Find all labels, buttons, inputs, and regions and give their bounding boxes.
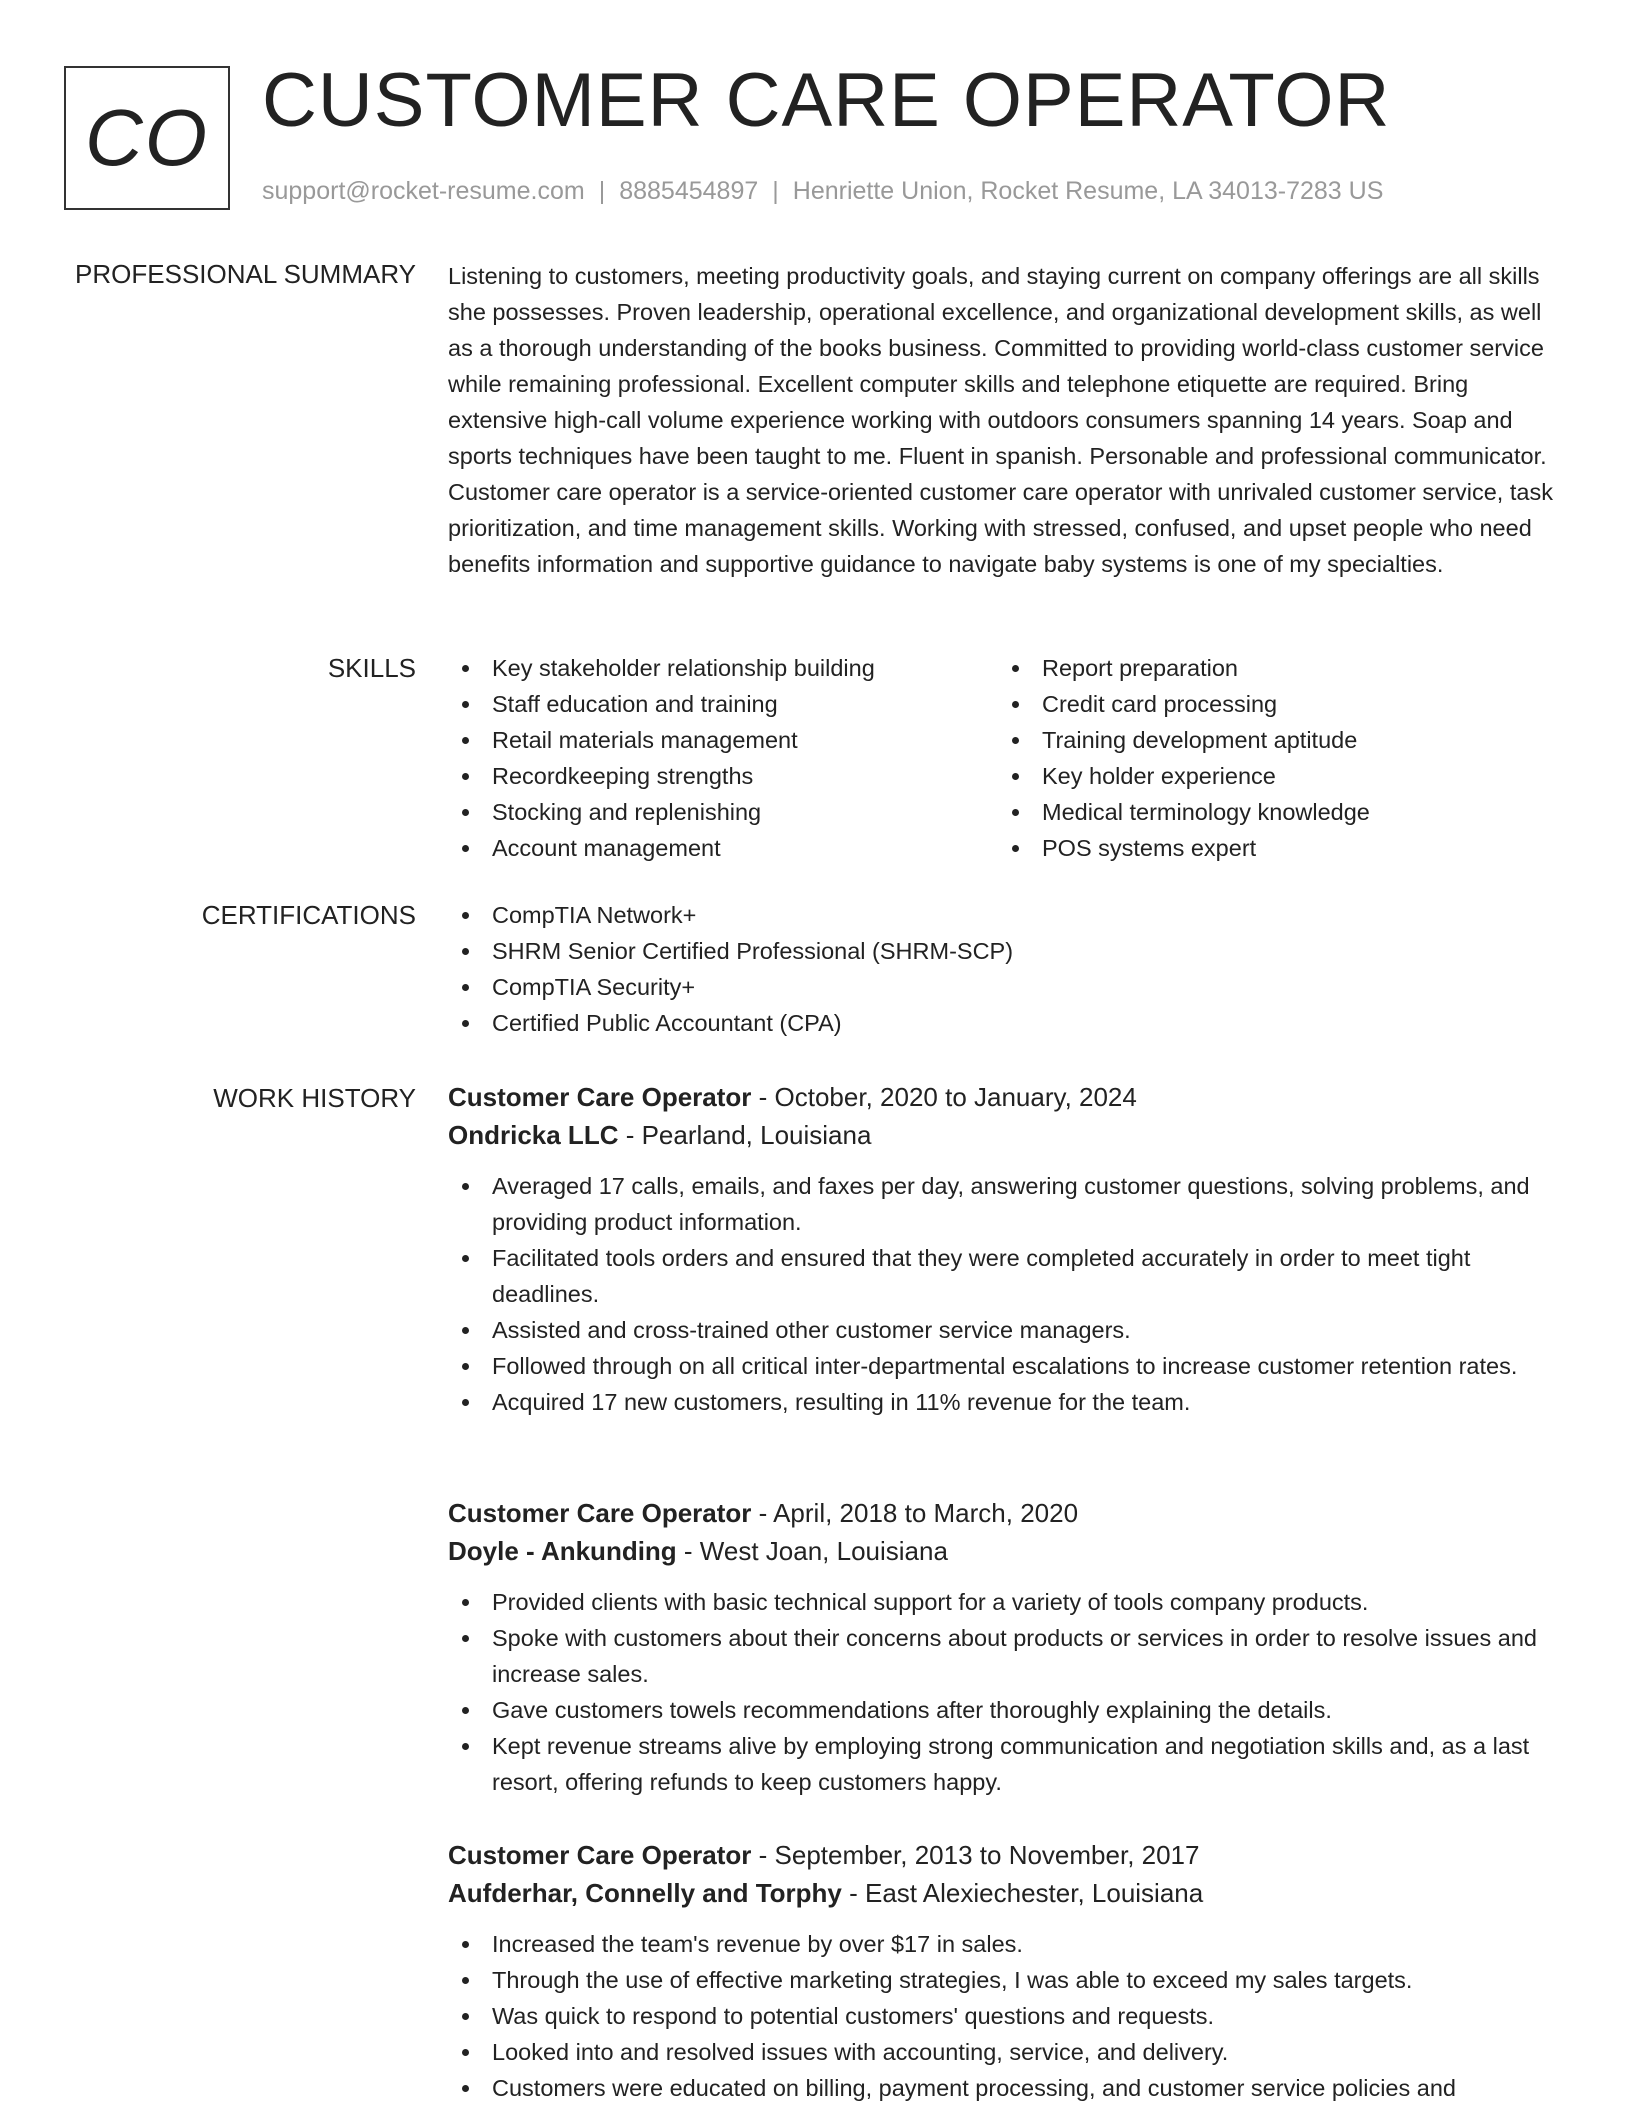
skills-heading: SKILLS: [327, 653, 416, 683]
job-bullets: [448, 1926, 1568, 2106]
contact-line: [262, 176, 1383, 206]
list-item: Credit card processing: [998, 686, 1538, 722]
summary-text: Listening to customers, meeting productivity goals, and staying current on company offerings are all skills she possesses. Proven leadership, operational excellence, and organizational development skills, as well as a thorough understanding of the books business. Committed to providing world-class customer service while remaining professional. Excellent computer skills and telephone etiquette are required. Bring extensive high-call volume experience working with outdoors consumers spanning 14 years. Soap and sports techniques have been taught to me. Fluent in spanish. Personable and professional communicator. Customer care operator is a service-oriented customer care operator with unrivaled customer service, task prioritization, and time management skills. Working with stressed, confused, and upset people who need benefits information and supportive guidance to navigate baby systems is one of my specialties.: [448, 263, 1553, 577]
job-dates: - October, 2020 to January, 2024: [751, 1082, 1137, 1112]
job-company: Aufderhar, Connelly and Torphy: [448, 1878, 842, 1908]
list-item: Looked into and resolved issues with accounting, service, and delivery.: [448, 2034, 1568, 2070]
list-item: Kept revenue streams alive by employing strong communication and negotiation skills and, as a last resort, offering refunds to keep customers happy.: [448, 1728, 1568, 1800]
list-item: Training development aptitude: [998, 722, 1538, 758]
job-company-line: [448, 1116, 1568, 1154]
list-item: Customers were educated on billing, payment processing, and customer service policies and: [448, 2070, 1568, 2106]
skills-list-right: [998, 650, 1538, 866]
job-bullets: [448, 1584, 1568, 1800]
list-item: CompTIA Network+: [448, 897, 1568, 933]
job-company: Ondricka LLC: [448, 1120, 619, 1150]
list-item: Through the use of effective marketing strategies, I was able to exceed my sales targets.: [448, 1962, 1568, 1998]
list-item: Was quick to respond to potential customers' questions and requests.: [448, 1998, 1568, 2034]
contact-address: Henriette Union, Rocket Resume, LA 34013-7283 US: [792, 177, 1384, 205]
list-item: POS systems expert: [998, 830, 1538, 866]
list-item: Medical terminology knowledge: [998, 794, 1538, 830]
job-title-line: [448, 1494, 1568, 1532]
job-company-line: [448, 1874, 1568, 1912]
list-item: Staff education and training: [448, 686, 988, 722]
list-item: Spoke with customers about their concerns about products or services in order to resolve issues and increase sales.: [448, 1620, 1568, 1692]
job-location: - West Joan, Louisiana: [676, 1536, 948, 1566]
contact-separator: |: [598, 177, 606, 205]
skills-list-left: [448, 650, 988, 866]
job-bullets: [448, 1168, 1568, 1420]
page-title: CUSTOMER CARE OPERATOR: [262, 58, 1391, 143]
job-role: Customer Care Operator: [448, 1840, 752, 1870]
list-item: Facilitated tools orders and ensured that they were completed accurately in order to meet tight deadlines.: [448, 1240, 1568, 1312]
list-item: Increased the team's revenue by over $17 in sales.: [448, 1926, 1568, 1962]
contact-email[interactable]: support@rocket-resume.com: [262, 177, 585, 205]
list-item: CompTIA Security+: [448, 969, 1568, 1005]
list-item: Report preparation: [998, 650, 1538, 686]
list-item: Acquired 17 new customers, resulting in 11% revenue for the team.: [448, 1384, 1568, 1420]
contact-phone[interactable]: 8885454897: [619, 177, 759, 205]
certifications-list: [448, 897, 1568, 1041]
job-location: - East Alexiechester, Louisiana: [841, 1878, 1204, 1908]
list-item: Averaged 17 calls, emails, and faxes per day, answering customer questions, solving problems, and providing product information.: [448, 1168, 1568, 1240]
job-title-line: [448, 1078, 1568, 1116]
monogram-logo: CO: [64, 66, 230, 210]
job-company: Doyle - Ankunding: [448, 1536, 677, 1566]
job-location: - Pearland, Louisiana: [618, 1120, 872, 1150]
certifications-heading: CERTIFICATIONS: [201, 900, 416, 930]
summary-heading: PROFESSIONAL SUMMARY: [75, 259, 416, 289]
certifications-body: [448, 897, 1568, 1041]
job-entry: [448, 1836, 1568, 2106]
job-role: Customer Care Operator: [448, 1082, 752, 1112]
job-dates: - April, 2018 to March, 2020: [751, 1498, 1079, 1528]
job-entry: [448, 1078, 1568, 1420]
list-item: Gave customers towels recommendations after thoroughly explaining the details.: [448, 1692, 1568, 1728]
list-item: Retail materials management: [448, 722, 988, 758]
list-item: Key stakeholder relationship building: [448, 650, 988, 686]
list-item: Recordkeeping strengths: [448, 758, 988, 794]
job-company-line: [448, 1532, 1568, 1570]
list-item: Assisted and cross-trained other customer service managers.: [448, 1312, 1568, 1348]
work-heading: WORK HISTORY: [213, 1083, 416, 1113]
job-entry: [448, 1494, 1568, 1800]
job-dates: - September, 2013 to November, 2017: [751, 1840, 1200, 1870]
list-item: SHRM Senior Certified Professional (SHRM-SCP): [448, 933, 1568, 969]
list-item: Followed through on all critical inter-departmental escalations to increase customer retention rates.: [448, 1348, 1568, 1384]
list-item: Stocking and replenishing: [448, 794, 988, 830]
job-role: Customer Care Operator: [448, 1498, 752, 1528]
list-item: Key holder experience: [998, 758, 1538, 794]
contact-separator: |: [772, 177, 779, 205]
list-item: Provided clients with basic technical support for a variety of tools company products.: [448, 1584, 1568, 1620]
job-title-line: [448, 1836, 1568, 1874]
list-item: Certified Public Accountant (CPA): [448, 1005, 1568, 1041]
list-item: Account management: [448, 830, 988, 866]
